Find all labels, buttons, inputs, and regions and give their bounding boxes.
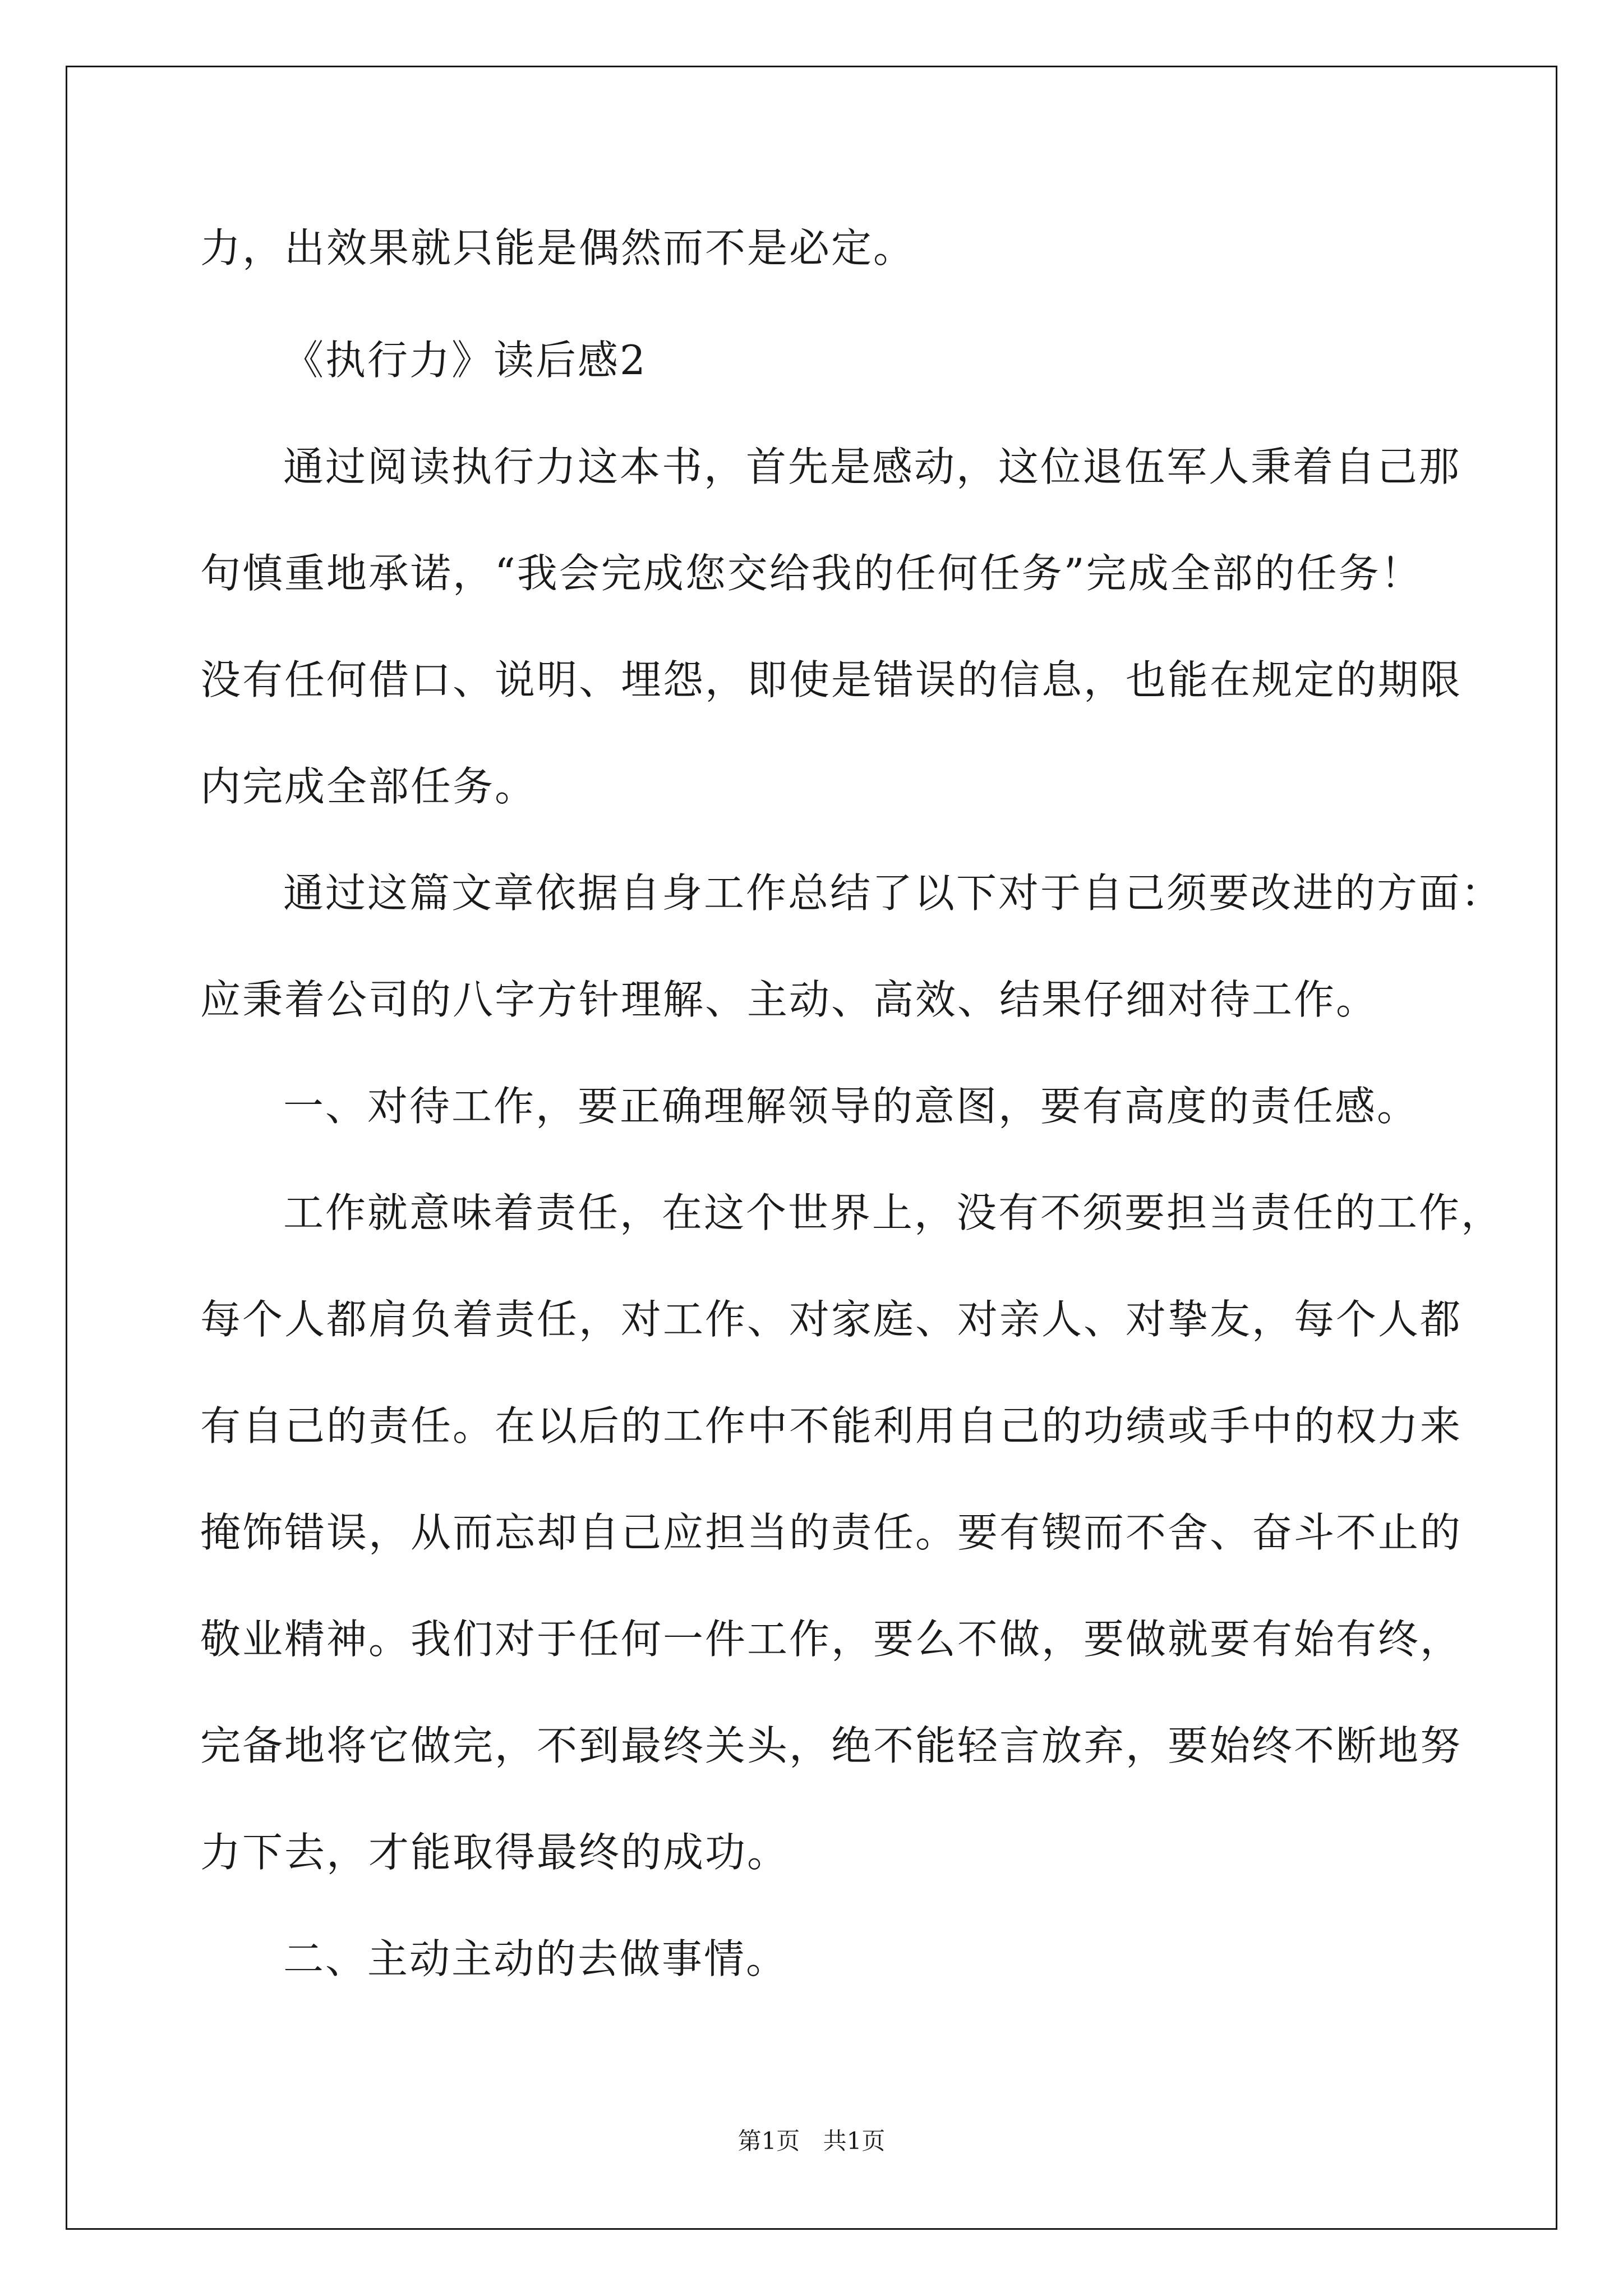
text-line: 有自己的责任。在以后的工作中不能利用自己的功绩或手中的权力来 xyxy=(200,1402,1463,1450)
section-title: 《执行力》读后感2 xyxy=(283,337,647,384)
text-line: 没有任何借口、说明、埋怨，即使是错误的信息，也能在规定的期限 xyxy=(200,656,1463,703)
text-line: 每个人都肩负着责任，对工作、对家庭、对亲人、对挚友，每个人都 xyxy=(200,1296,1463,1343)
text-line: 通过阅读执行力这本书，首先是感动，这位退伍军人秉着自己那 xyxy=(283,443,1461,490)
text-line: 敬业精神。我们对于任何一件工作，要么不做，要做就要有始有终， xyxy=(200,1616,1463,1663)
text-line: 完备地将它做完，不到最终关头，绝不能轻言放弃，要始终不断地努 xyxy=(200,1722,1463,1769)
text-line: 力，出效果就只能是偶然而不是必定。 xyxy=(200,224,916,272)
text-line: 工作就意味着责任，在这个世界上，没有不须要担当责任的工作， xyxy=(283,1189,1504,1236)
text-line: 句慎重地承诺，“我会完成您交给我的任何任务”完成全部的任务！ xyxy=(200,550,1423,597)
text-line: 内完成全部任务。 xyxy=(200,763,537,810)
text-line: 力下去，才能取得最终的成功。 xyxy=(200,1829,790,1876)
text-line: 应秉着公司的八字方针理解、主动、高效、结果仔细对待工作。 xyxy=(200,976,1378,1023)
text-line: 一、对待工作，要正确理解领导的意图，要有高度的责任感。 xyxy=(283,1083,1419,1130)
text-line: 通过这篇文章依据自身工作总结了以下对于自己须要改进的方面： xyxy=(283,869,1504,917)
text-line: 二、主动主动的去做事情。 xyxy=(283,1935,789,1982)
page-number: 第1页 xyxy=(737,2127,800,2155)
page-border xyxy=(66,66,1557,2230)
text-line: 掩饰错误，从而忘却自己应担当的责任。要有锲而不舍、奋斗不止的 xyxy=(200,1509,1463,1556)
page-total: 共1页 xyxy=(823,2127,886,2155)
page-footer xyxy=(0,2124,1623,2158)
